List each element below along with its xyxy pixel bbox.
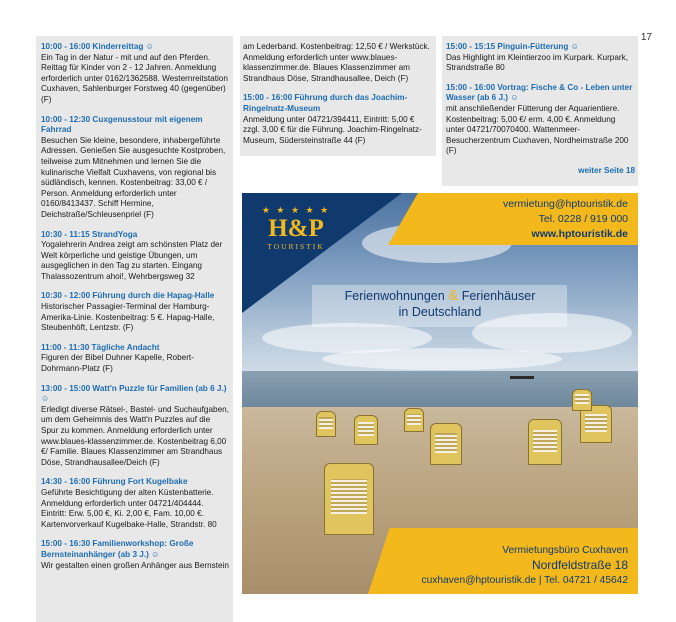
- headline-part-b: Ferienhäuser: [461, 289, 536, 303]
- headline-part-c: in Deutschland: [398, 305, 482, 319]
- beach-chair: [528, 419, 562, 465]
- event-title: 10:30 - 12:00 Führung durch die Hapag-Halle: [41, 291, 215, 301]
- headline-ampersand: &: [448, 287, 459, 304]
- event-title: 10:30 - 11:15 StrandYoga: [41, 229, 138, 239]
- ad-street: Nordfeldstraße 18: [531, 558, 628, 572]
- event-description: mit anschließender Fütterung der Aquarientiere. Kostenbeitrag: 5,00 €/ erm. 4,00 €. Anmeldung unter 04721/70070400. Wattenmeer-Besucherzentrum Cuxhaven, Nordheimstraße 200 (F): [446, 103, 629, 156]
- event-entry: [41, 42, 229, 106]
- event-description: Anmeldung unter 04721/394411, Eintritt: 5,00 € zzgl. 3,00 € für die Führung. Joachim-Ringelnatz-Museum, Südersteinstraße 44 (F): [243, 114, 422, 145]
- events-column-2: [240, 36, 436, 156]
- event-title: 15:00 - 16:30 Familienworkshop: Große Bernsteinanhänger (ab 3 J.) ☺: [41, 539, 194, 559]
- event-title: 10:00 - 16:00 Kinderreittag ☺: [41, 42, 155, 51]
- event-description: Wir gestalten einen großen Anhänger aus Bernstein: [41, 560, 229, 570]
- event-entry: [243, 93, 433, 146]
- event-entry: [41, 384, 229, 469]
- ad-contact-line: cuxhaven@hptouristik.de | Tel. 04721 / 45642: [421, 575, 628, 586]
- ad-website[interactable]: www.hptouristik.de: [531, 228, 628, 240]
- ship-silhouette: [510, 376, 534, 379]
- logo-stars: ★ ★ ★ ★ ★: [261, 205, 331, 215]
- event-entry: [41, 477, 229, 530]
- event-title: 15:00 - 16:00 Führung durch das Joachim-Ringelnatz-Museum: [243, 93, 408, 113]
- logo-text: H&P: [268, 215, 324, 242]
- event-description: Das Highlight im Kleintierzoo im Kurpark. Kurpark, Strandstraße 80: [446, 52, 629, 73]
- ad-contact-top: [503, 197, 628, 242]
- ad-phone-top: Tel. 0228 / 919 000: [538, 213, 628, 225]
- beach-chair: [316, 411, 336, 437]
- headline-part-a: Ferienwohnungen: [344, 289, 445, 303]
- beach-chair: [430, 423, 462, 465]
- beach-chair: [324, 463, 374, 535]
- event-title: 14:30 - 16:00 Führung Fort Kugelbake: [41, 477, 188, 487]
- event-entry: [446, 42, 635, 74]
- event-entry: [243, 42, 433, 84]
- event-entry: [446, 83, 635, 157]
- beach-chair: [572, 389, 592, 411]
- event-entry: [41, 343, 229, 375]
- event-description: Figuren der Bibel Duhner Kapelle, Robert-Dohrmann-Platz (F): [41, 353, 194, 374]
- event-entry: [41, 539, 229, 571]
- event-entry: [41, 230, 229, 283]
- continued-link[interactable]: weiter Seite 18: [578, 165, 635, 175]
- event-entry: [41, 115, 229, 221]
- beach-chair: [404, 408, 424, 432]
- event-title: 10:00 - 12:30 Cuxgenusstour mit eigenem Fahrrad: [41, 114, 203, 135]
- event-description: am Lederband. Kostenbeitrag: 12,50 € / Werkstück. Anmeldung erforderlich unter www.blaues-klassenzimmer.de. Blaues Klassenzimmer am Strandhaus Döse, Strandhausallee, Deich (F): [243, 42, 430, 83]
- events-column-1: [36, 36, 233, 622]
- events-column-3: [442, 36, 638, 186]
- event-title: 15:00 - 15:15 Pinguin-Fütterung ☺: [446, 42, 580, 51]
- event-description: Geführte Besichtigung der alten Küstenbatterie. Anmeldung erforderlich unter 04721/404444. Eintritt: Erw. 5,00 €, Ki. 2,00 €, Fam. 10,00 €. Kartenvorverkauf Kugelbake-Halle, Strandstr. 80: [41, 487, 217, 529]
- hp-logo: [256, 205, 336, 251]
- event-entry: [41, 291, 229, 333]
- event-description: Erledigt diverse Rätsel-, Bastel- und Suchaufgaben, um dem Geheimnis des Watt'n Puzzles auf die Spur zu kommen. Anmeldung erforderlich unter www.blaues-klassenzimmer.de. Kostenbeitrag 6,00 €/ Familie. Blaues Klassenzimmer am Strandhaus Döse, Strandhausallee/Deich (F): [41, 404, 229, 467]
- beach-chair: [354, 415, 378, 445]
- event-title: 15:00 - 16:00 Vortrag: Fische & Co - Leben unter Wasser (ab 6 J.) ☺: [446, 82, 633, 103]
- event-description: Yogalehrerin Andrea zeigt am schönsten Platz der Welt körperliche und geistige Übungen, um ausgeglichen in den Tag zu starten. Eingang Thalassozentrum ahoi!, Wehrbergsweg 32: [41, 240, 223, 281]
- event-description: Ein Tag in der Natur - mit und auf den Pferden. Reittag für Kinder von 2 - 12 Jahren. Anmeldung erforderlich unter 0162/1362588. Westernreitstation Cuxhaven, Sahlenburger Forstweg 40 (gegenüber) (F): [41, 52, 228, 104]
- logo-subtitle: TOURISTIK: [267, 242, 325, 251]
- event-title: 13:00 - 15:00 Watt'n Puzzle für Familien (ab 6 J.) ☺: [41, 383, 227, 404]
- ad-office: Vermietungsbüro Cuxhaven: [502, 545, 628, 556]
- ad-headline: [242, 288, 638, 320]
- ad-contact-bottom: [422, 543, 629, 588]
- event-description: Historischer Passagier-Terminal der Hamburg-Amerika-Linie. Kostenbeitrag: 5 €. Hapag-Halle, Steubenhöft, Lentzstr. (F): [41, 302, 215, 333]
- event-description: Besuchen Sie kleine, besondere, inhabergeführte Adressen. Genießen Sie ausgesuchte Kostproben, teilweise zum Mitnehmen und lernen Sie die kulinarische Vielfalt Cuxhavens, von regional bis südländisch, kennen. Kostenbeitrag: 33,00 € / Person. Anmeldung erforderlich unter 0160/8413437. Schiff Hermine, Deichstraße/Schleusenpriel (F): [41, 135, 226, 219]
- event-title: 11:00 - 11:30 Tägliche Andacht: [41, 342, 160, 352]
- hp-touristik-advertisement: [242, 193, 638, 594]
- page-number: 17: [640, 32, 652, 43]
- ad-email-top[interactable]: vermietung@hptouristik.de: [502, 198, 628, 210]
